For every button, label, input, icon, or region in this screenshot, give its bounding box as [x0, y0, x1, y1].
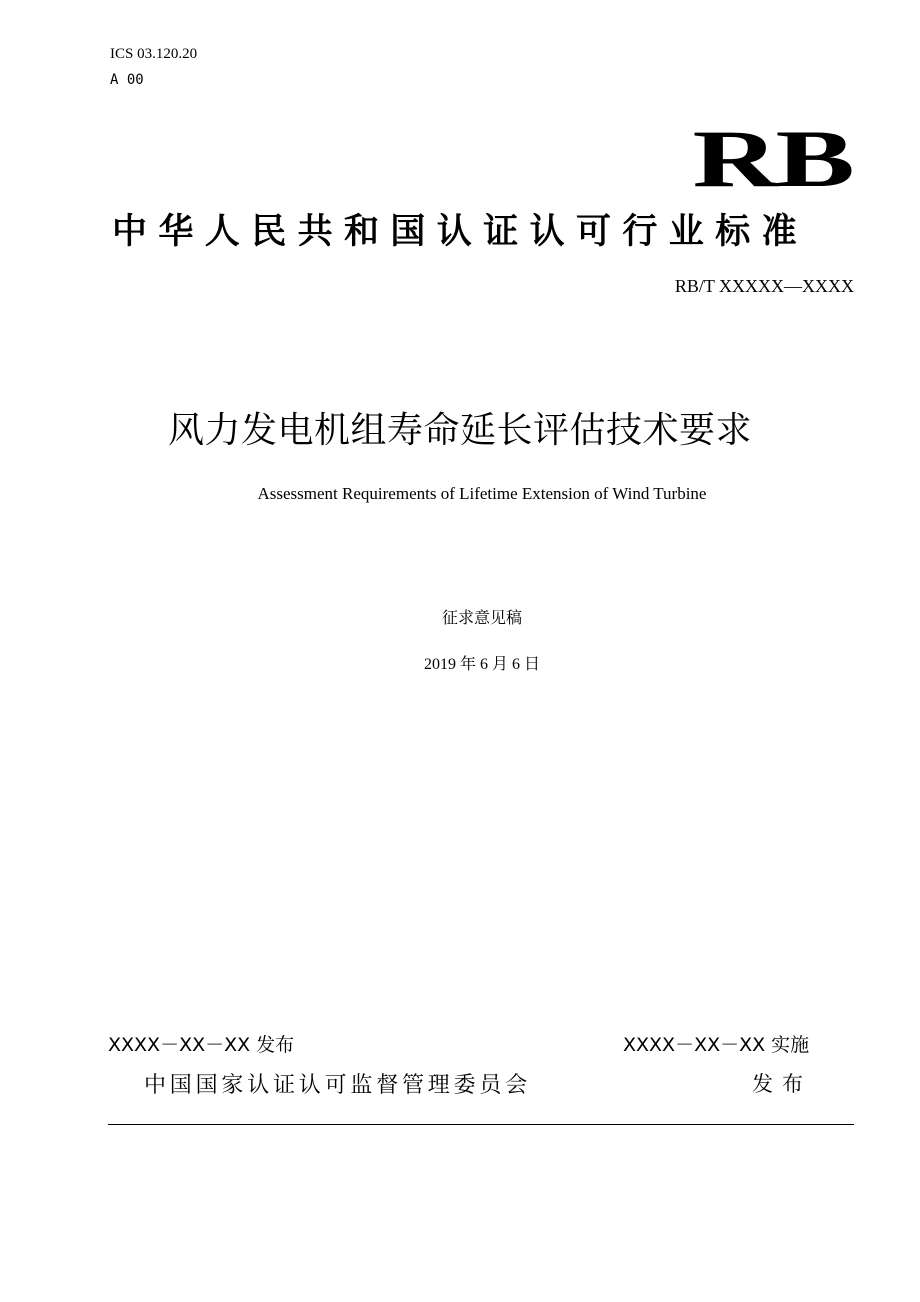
issuing-authority: 中国国家认证认可监督管理委员会: [144, 1073, 532, 1098]
standard-title: 中华人民共和国认证认可行业标准: [112, 212, 809, 252]
implement-date: XXXX－XX－XX 实施: [623, 1034, 810, 1056]
ics-code: ICS 03.120.20: [110, 46, 198, 62]
draft-label: 征求意见稿: [441, 608, 522, 627]
rb-logo: RB: [692, 113, 852, 204]
draft-date: 2019 年 6 月 6 日: [423, 656, 540, 673]
standard-number: RB/T XXXXX—XXXX: [674, 276, 854, 296]
document-title-cn: 风力发电机组寿命延长评估技术要求: [167, 410, 752, 451]
issued-label: 发布: [752, 1072, 812, 1096]
footer-divider: [108, 1124, 854, 1125]
publish-date: XXXX－XX－XX 发布: [108, 1034, 295, 1056]
classification-code: A 00: [110, 72, 144, 88]
document-title-en: Assessment Requirements of Lifetime Extension of Wind Turbine: [257, 484, 707, 503]
